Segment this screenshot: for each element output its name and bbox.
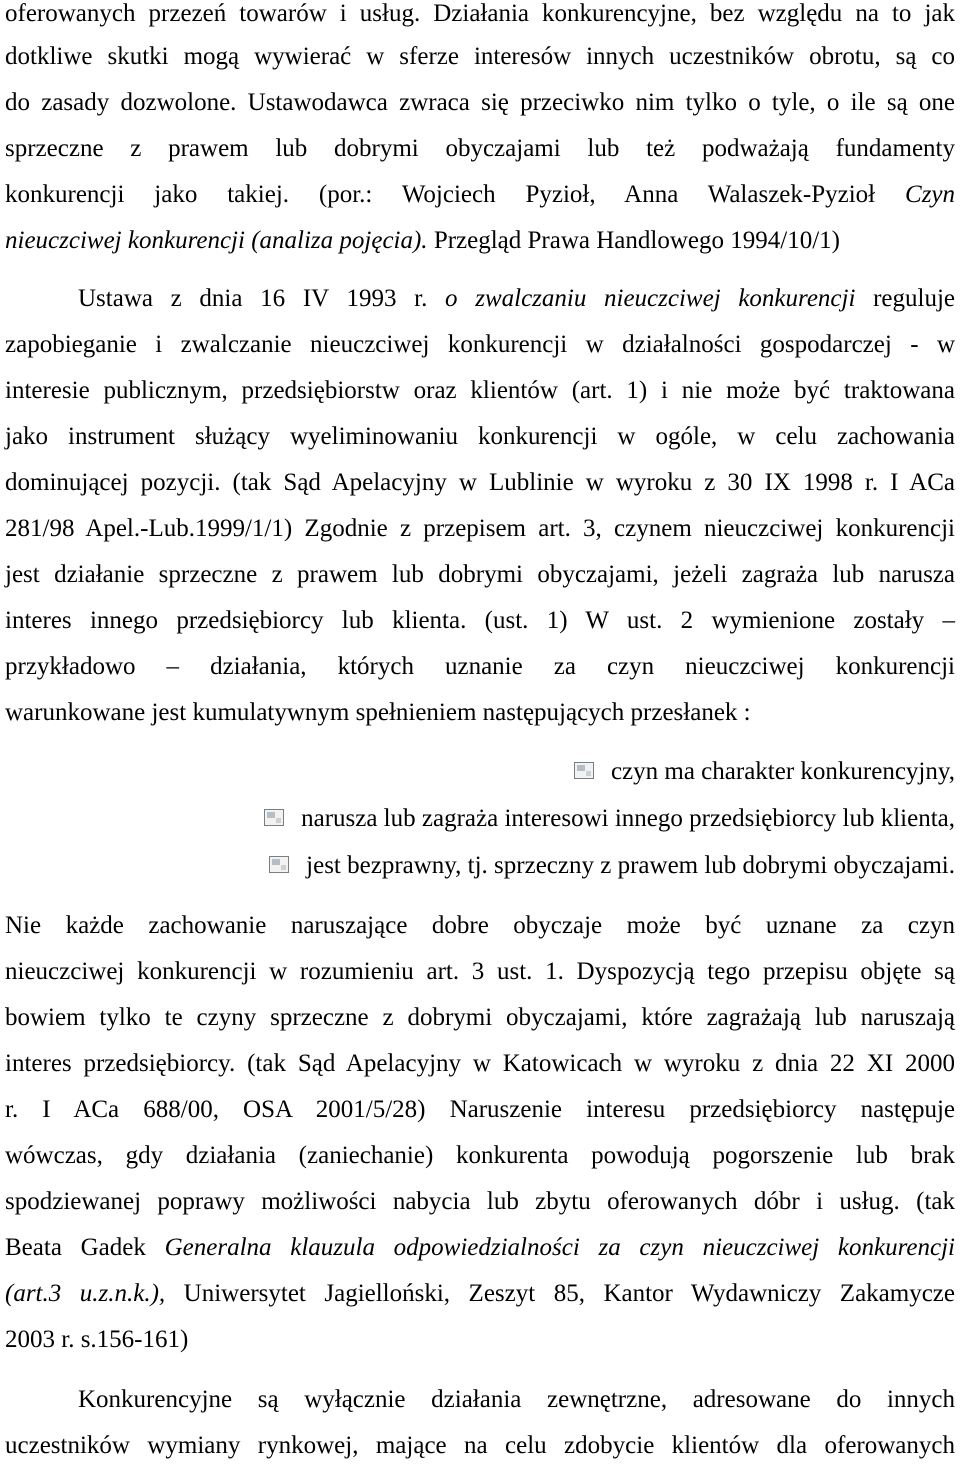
line-text: oferowanych przezeń towarów i usług. Działania konkurencyjne, bez względu na to jak [5,0,955,27]
line-text: Beata Gadek [5,1234,146,1261]
text-line [5,1041,955,1087]
text-line [5,218,955,264]
text-line [5,506,955,552]
line-text: sprzeczne z prawem lub dobrymi obyczajami lub też podważają fundamenty [5,135,955,162]
text-line [5,1133,955,1179]
text-line [5,368,955,414]
document-page [5,0,955,1464]
italic-title-text: (art.3 u.z.n.k.), [5,1280,166,1307]
line-text: interes innego przedsiębiorcy lub klienta. (ust. 1) W ust. 2 wymienione zostały – [5,607,955,634]
image-bullet-icon [264,809,284,826]
bullet-text: jest bezprawny, tj. sprzeczny z prawem lub dobrymi obyczajami. [306,852,955,879]
line-text: jest działanie sprzeczne z prawem lub dobrymi obyczajami, jeżeli zagraża lub narusza [5,561,955,588]
line-text: r. I ACa 688/00, OSA 2001/5/28) Naruszenie interesu przedsiębiorcy następuje [5,1096,955,1123]
text-line [5,1423,955,1464]
text-line [5,1317,955,1363]
line-text: Uniwersytet Jagielloński, Zeszyt 85, Kantor Wydawniczy Zakamycze [183,1280,955,1307]
line-text: spodziewanej poprawy możliwości nabycia lub zbytu oferowanych dóbr i usług. (tak [5,1188,955,1215]
image-bullet-icon [269,856,289,873]
bullet-text: czyn ma charakter konkurencyjny, [610,758,955,785]
bullet-list [5,748,955,889]
paragraph-1 [5,0,955,264]
text-line [5,552,955,598]
line-text: do zasady dozwolone. Ustawodawca zwraca się przeciwko nim tylko o tyle, o ile są one [5,89,955,116]
text-line [5,172,955,218]
italic-title-text: Generalna klauzula odpowiedzialności za czyn nieuczciwej konkurencji [164,1234,955,1261]
text-line [5,1087,955,1133]
text-line [5,126,955,172]
text-line [5,1179,955,1225]
text-line [5,0,955,34]
line-text: bowiem tylko te czyny sprzeczne z dobrymi obyczajami, które zagrażają lub naruszają [5,1004,955,1031]
italic-title-text: o zwalczaniu nieuczciwej konkurencji [445,285,856,312]
bullet-text: narusza lub zagraża interesowi innego przedsiębiorcy lub klienta, [301,805,955,832]
line-text: konkurencji jako takiej. (por.: Wojciech Pyzioł, Anna Walaszek-Pyzioł [5,181,876,208]
text-line [5,322,955,368]
line-text: 281/98 Apel.-Lub.1999/1/1) Zgodnie z przepisem art. 3, czynem nieuczciwej konkurencji [5,515,955,542]
text-line [5,949,955,995]
italic-title-text: nieuczciwej konkurencji (analiza pojęcia). [5,227,428,254]
text-line [5,1271,955,1317]
italic-title-text: Czyn [905,181,956,208]
line-text: Ustawa z dnia 16 IV 1993 r. [78,285,428,312]
line-text: wówczas, gdy działania (zaniechanie) konkurenta powodują pogorszenie lub brak [5,1142,955,1169]
line-text: jako instrument służący wyeliminowaniu konkurencji w ogóle, w celu zachowania [5,423,955,450]
bullet-item [5,842,955,889]
line-text: reguluje [873,285,956,312]
paragraph-4 [5,1377,955,1464]
text-line [5,690,955,736]
line-text: Konkurencyjne są wyłącznie działania zewnętrzne, adresowane do innych [78,1386,955,1413]
line-text: dotkliwe skutki mogą wywierać w sferze interesów innych uczestników obrotu, są co [5,43,955,70]
line-text: interesie publicznym, przedsiębiorstw oraz klientów (art. 1) i nie może być traktowana [5,377,955,404]
line-text: przykładowo – działania, których uznanie za czyn nieuczciwej konkurencji [5,653,955,680]
text-line [5,598,955,644]
paragraph-3 [5,903,955,1363]
text-line [5,414,955,460]
line-text: uczestników wymiany rynkowej, mające na celu zdobycie klientów dla oferowanych [5,1432,955,1459]
text-line [5,80,955,126]
line-text: Przegląd Prawa Handlowego 1994/10/1) [433,227,840,254]
text-line [5,276,955,322]
line-text: interes przedsiębiorcy. (tak Sąd Apelacyjny w Katowicach w wyroku z dnia 22 XI 2000 [5,1050,955,1077]
text-line [5,644,955,690]
line-text: warunkowane jest kumulatywnym spełnieniem następujących przesłanek : [5,699,751,726]
line-text: nieuczciwej konkurencji w rozumieniu art. 3 ust. 1. Dyspozycją tego przepisu objęte są [5,958,955,985]
line-text: dominującej pozycji. (tak Sąd Apelacyjny w Lublinie w wyroku z 30 IX 1998 r. I ACa [5,469,955,496]
line-text: 2003 r. s.156-161) [5,1326,189,1353]
paragraph-2 [5,276,955,736]
image-bullet-icon [574,762,594,779]
line-text: zapobieganie i zwalczanie nieuczciwej konkurencji w działalności gospodarczej - w [5,331,955,358]
bullet-item [5,748,955,795]
text-line [5,1377,955,1423]
text-line [5,995,955,1041]
text-line [5,460,955,506]
text-line [5,1225,955,1271]
bullet-item [5,795,955,842]
text-line [5,903,955,949]
text-line [5,34,955,80]
line-text: Nie każde zachowanie naruszające dobre obyczaje może być uznane za czyn [5,912,955,939]
